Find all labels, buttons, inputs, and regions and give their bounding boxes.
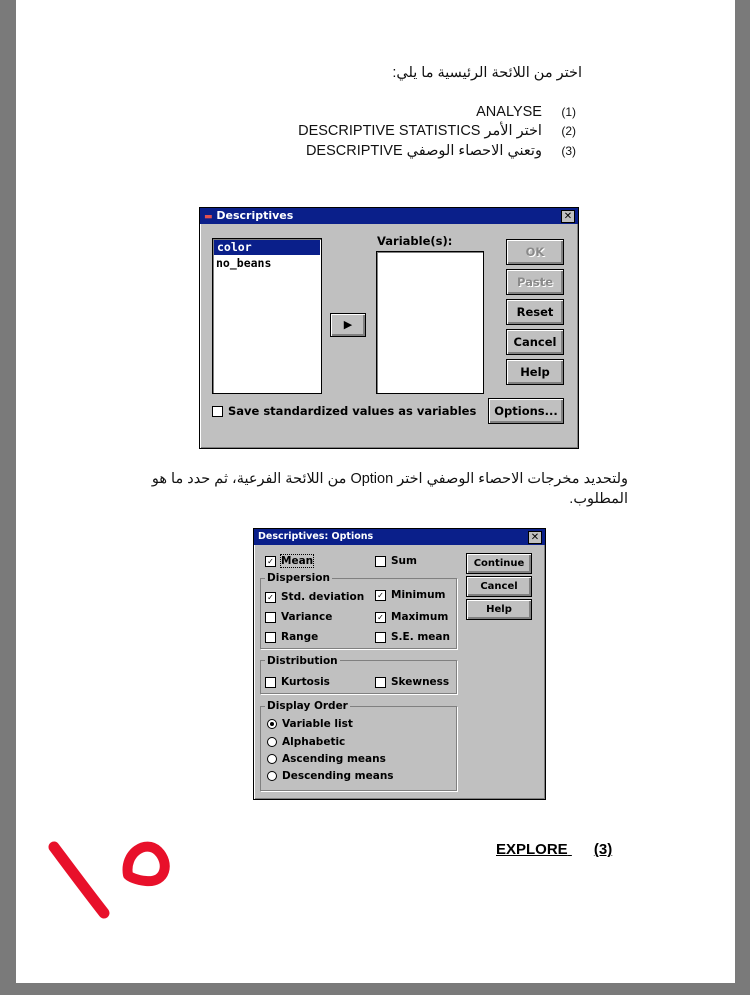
explore-heading bbox=[496, 841, 612, 858]
cancel-button[interactable]: Cancel bbox=[466, 576, 532, 597]
radio-button[interactable] bbox=[267, 771, 277, 781]
step-1 bbox=[236, 102, 576, 122]
kurtosis-checkbox[interactable]: Kurtosis bbox=[265, 675, 330, 689]
variables-label: Variable(s): bbox=[377, 234, 453, 248]
step-number: (2) bbox=[561, 124, 576, 138]
variance-checkbox[interactable]: Variance bbox=[265, 610, 332, 624]
maximum-checkbox[interactable]: ✓ Maximum bbox=[375, 610, 448, 624]
checkbox-box[interactable] bbox=[375, 677, 386, 688]
range-checkbox[interactable]: Range bbox=[265, 630, 318, 644]
step-text: اختر الأمر DESCRIPTIVE STATISTICS bbox=[298, 123, 542, 139]
std-deviation-checkbox[interactable]: ✓ Std. deviation bbox=[265, 590, 364, 604]
alphabetic-radio[interactable]: Alphabetic bbox=[267, 735, 345, 749]
descriptives-options-dialog bbox=[253, 528, 546, 800]
arrow-right-icon: ▶ bbox=[343, 318, 353, 331]
checkbox-box[interactable]: ✓ bbox=[375, 612, 386, 623]
descending-means-radio[interactable]: Descending means bbox=[267, 769, 394, 783]
radio-button[interactable] bbox=[267, 737, 277, 747]
paste-button[interactable]: Paste bbox=[506, 269, 564, 295]
checkbox-box[interactable] bbox=[212, 406, 223, 417]
mean-checkbox[interactable]: ✓ Mean bbox=[265, 554, 313, 568]
step-number: (1) bbox=[561, 105, 576, 119]
instruction-paragraph: ولتحديد مخرجات الاحصاء الوصفي اختر Option من اللائحة الفرعية، ثم حدد ما هو المطلوب. bbox=[151, 471, 628, 507]
skewness-checkbox[interactable]: Skewness bbox=[375, 675, 449, 689]
radio-button[interactable] bbox=[267, 719, 277, 729]
reset-button[interactable]: Reset bbox=[506, 299, 564, 325]
step-text: DESCRIPTIVE وتعني الاحصاء الوصفي bbox=[305, 143, 542, 159]
step-number: (3) bbox=[561, 144, 576, 158]
dialog-titlebar bbox=[254, 529, 545, 545]
dialog-title: Descriptives bbox=[216, 209, 294, 222]
checkbox-box[interactable]: ✓ bbox=[265, 592, 276, 603]
intro-text: اختر من اللائحة الرئيسية ما يلي: bbox=[392, 65, 582, 81]
checkbox-box[interactable] bbox=[375, 556, 386, 567]
explore-label: EXPLORE bbox=[496, 841, 568, 858]
options-button[interactable]: Options... bbox=[488, 398, 564, 424]
step-2 bbox=[216, 121, 576, 141]
cancel-button[interactable]: Cancel bbox=[506, 329, 564, 355]
se-mean-checkbox[interactable]: S.E. mean bbox=[375, 630, 450, 644]
list-item[interactable]: color bbox=[214, 240, 320, 255]
distribution-label: Distribution bbox=[267, 655, 338, 667]
explore-number: (3) bbox=[593, 841, 613, 858]
checkbox-box[interactable]: ✓ bbox=[265, 556, 276, 567]
sum-checkbox[interactable]: Sum bbox=[375, 554, 417, 568]
checkbox-box[interactable] bbox=[375, 632, 386, 643]
handwritten-page-number bbox=[46, 825, 176, 925]
help-button[interactable]: Help bbox=[466, 599, 532, 620]
descriptives-dialog bbox=[199, 207, 579, 449]
continue-button[interactable]: Continue bbox=[466, 553, 532, 574]
step-3 bbox=[216, 141, 576, 161]
dialog-titlebar bbox=[200, 208, 578, 224]
close-icon[interactable]: ✕ bbox=[528, 531, 542, 544]
checkbox-box[interactable] bbox=[265, 677, 276, 688]
variable-list-radio[interactable]: Variable list bbox=[267, 717, 353, 731]
minimum-checkbox[interactable]: ✓ Minimum bbox=[375, 588, 445, 602]
ok-button[interactable]: OK bbox=[506, 239, 564, 265]
display-order-label: Display Order bbox=[267, 700, 348, 712]
checkbox-box[interactable] bbox=[265, 612, 276, 623]
list-item[interactable]: no_beans bbox=[216, 256, 272, 270]
source-variable-list[interactable] bbox=[212, 238, 322, 394]
target-variable-list[interactable] bbox=[376, 251, 484, 394]
help-button[interactable]: Help bbox=[506, 359, 564, 385]
checkbox-box[interactable]: ✓ bbox=[375, 590, 386, 601]
step-text: ANALYSE bbox=[476, 104, 542, 120]
close-icon[interactable]: ✕ bbox=[561, 210, 575, 223]
ascending-means-radio[interactable]: Ascending means bbox=[267, 752, 386, 766]
checkbox-box[interactable] bbox=[265, 632, 276, 643]
dialog-title: Descriptives: Options bbox=[258, 531, 374, 542]
dispersion-label: Dispersion bbox=[267, 572, 330, 584]
radio-button[interactable] bbox=[267, 754, 277, 764]
document-page bbox=[16, 0, 735, 983]
save-standardized-checkbox[interactable]: Save standardized values as variables bbox=[212, 404, 476, 418]
move-variable-button[interactable] bbox=[330, 313, 366, 337]
system-menu-icon[interactable]: ▬ bbox=[204, 212, 213, 222]
